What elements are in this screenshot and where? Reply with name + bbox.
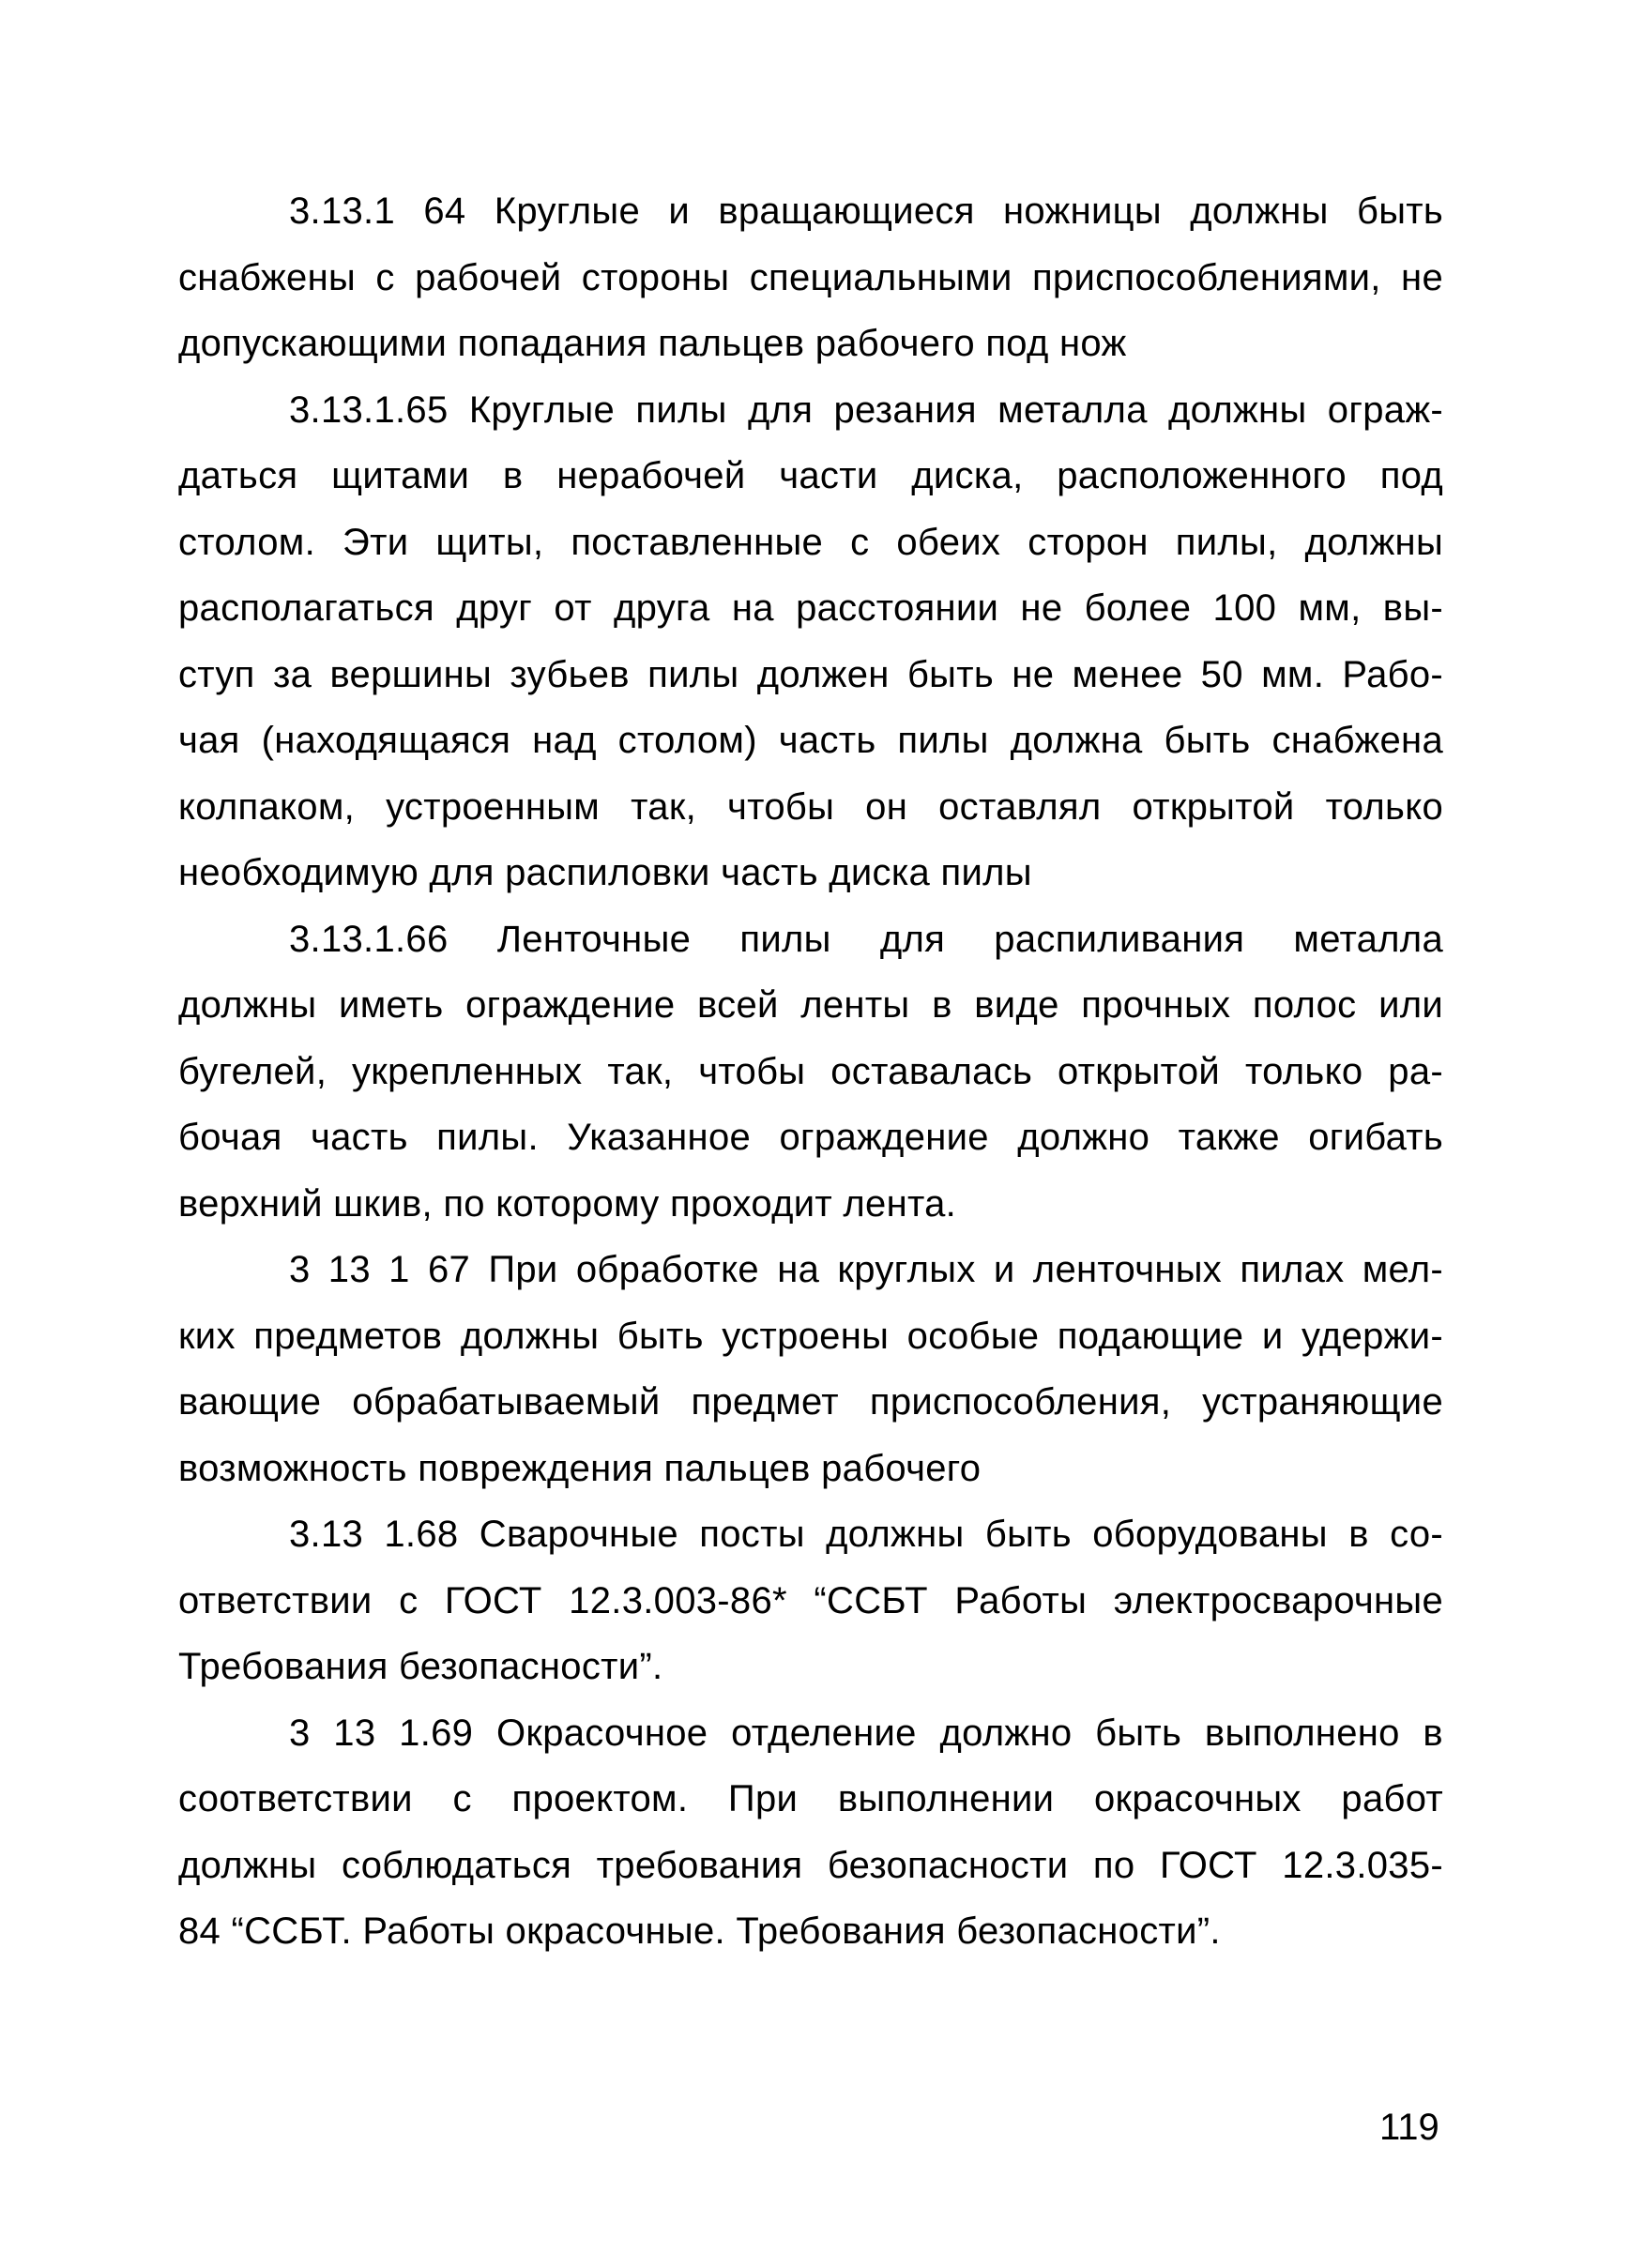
text-line: ответствии с ГОСТ 12.3.003-86* “ССБТ Работы электросварочные bbox=[178, 1579, 1443, 1621]
paragraph-3-13-1-68 bbox=[178, 1501, 1443, 1700]
text-line: возможность повреждения пальцев рабочего bbox=[178, 1447, 982, 1489]
paragraph-3-13-1-67 bbox=[178, 1237, 1443, 1501]
text-line: соответствии с проектом. При выполнении окрасочных работ bbox=[178, 1778, 1443, 1819]
text-line: чая (находящаяся над столом) часть пилы должна быть снабжена bbox=[178, 720, 1443, 761]
text-line: Требования безопасности”. bbox=[178, 1646, 663, 1687]
page-number: 119 bbox=[1379, 2107, 1439, 2148]
text-line: ких предметов должны быть устроены особые подающие и удержи- bbox=[178, 1315, 1443, 1357]
text-line: 3 13 1.69 Окрасочное отделение должно быть выполнено в bbox=[289, 1712, 1443, 1754]
document-body bbox=[178, 178, 1443, 1965]
paragraph-3-13-1-66 bbox=[178, 906, 1443, 1238]
text-line: допускающими попадания пальцев рабочего под нож bbox=[178, 323, 1127, 364]
text-line: 3.13.1.66 Ленточные пилы для распиливания металла bbox=[289, 918, 1443, 960]
text-line: столом. Эти щиты, поставленные с обеих сторон пилы, должны bbox=[178, 521, 1443, 563]
text-line: 3 13 1 67 При обработке на круглых и ленточных пилах мел- bbox=[289, 1249, 1443, 1290]
paragraph-3-13-1-69 bbox=[178, 1700, 1443, 1965]
text-line: верхний шкив, по которому проходит лента. bbox=[178, 1182, 957, 1225]
text-line: 3.13.1.65 Круглые пилы для резания металла должны ограж- bbox=[289, 388, 1443, 431]
text-line: ступ за вершины зубьев пилы должен быть не менее 50 мм. Рабо- bbox=[178, 653, 1443, 695]
text-line: 3.13.1 64 Круглые и вращающиеся ножницы должны быть bbox=[289, 190, 1443, 232]
text-line: 3.13 1.68 Сварочные посты должны быть оборудованы в со- bbox=[289, 1514, 1443, 1555]
text-line: должны иметь ограждение всей ленты в виде прочных полос или bbox=[178, 984, 1443, 1026]
text-line: снабжены с рабочей стороны специальными приспособлениями, не bbox=[178, 256, 1443, 298]
text-line: даться щитами в нерабочей части диска, расположенного под bbox=[178, 455, 1443, 496]
text-line: должны соблюдаться требования безопасности по ГОСТ 12.3.035- bbox=[178, 1844, 1443, 1886]
text-line: вающие обрабатываемый предмет приспособления, устраняющие bbox=[178, 1381, 1443, 1423]
text-line: располагаться друг от друга на расстоянии не более 100 мм, вы- bbox=[178, 587, 1443, 629]
paragraph-3-13-1-64 bbox=[178, 178, 1443, 377]
text-line: 84 “ССБТ. Работы окрасочные. Требования безопасности”. bbox=[178, 1910, 1221, 1952]
text-line: бочая часть пилы. Указанное ограждение должно также огибать bbox=[178, 1117, 1443, 1158]
paragraph-3-13-1-65 bbox=[178, 377, 1443, 906]
text-line: колпаком, устроенным так, чтобы он оставлял открытой только bbox=[178, 785, 1443, 828]
text-line: бугелей, укрепленных так, чтобы оставалась открытой только ра- bbox=[178, 1050, 1443, 1092]
text-line: необходимую для распиловки часть диска пилы bbox=[178, 852, 1032, 893]
